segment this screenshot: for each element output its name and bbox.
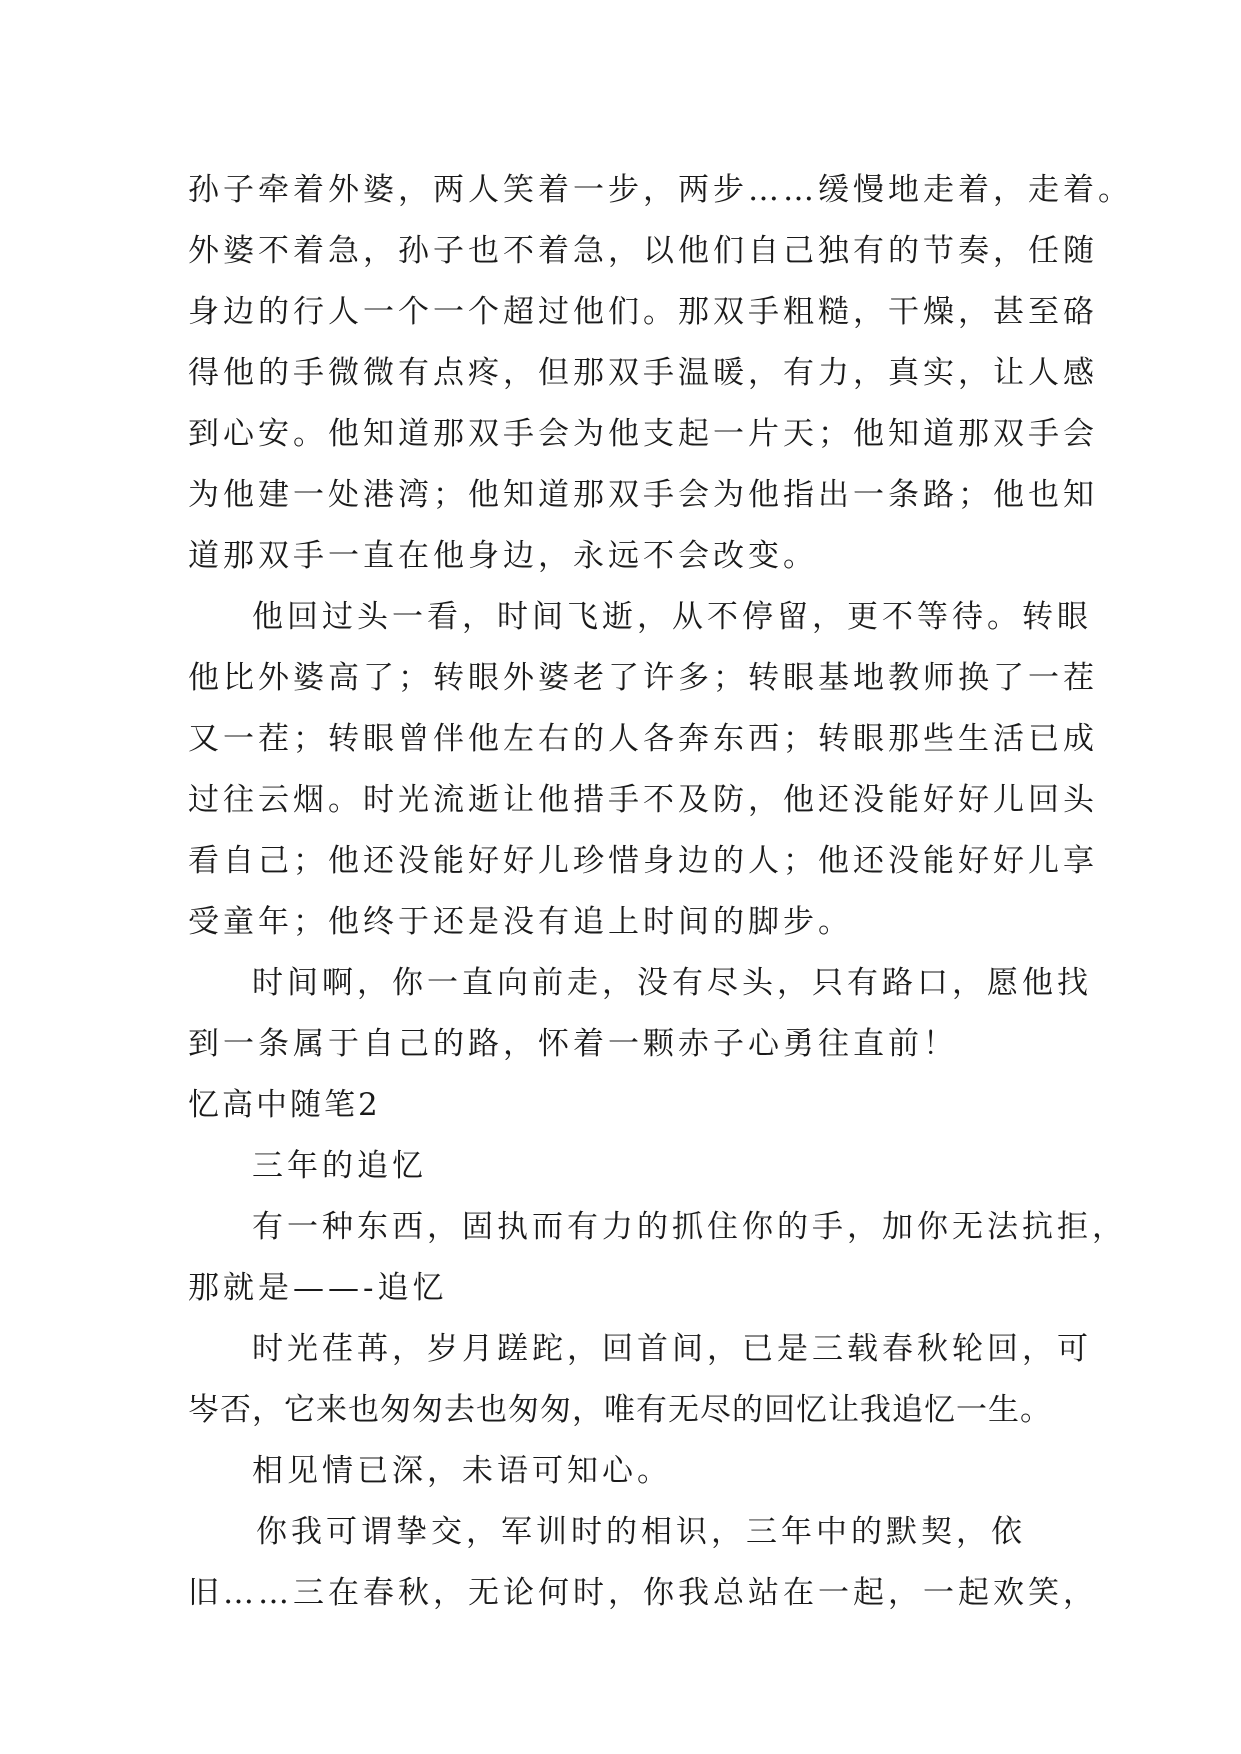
paragraph <box>188 1319 1092 1441</box>
text-line: 孙子牵着外婆，两人笑着一步，两步……缓慢地走着，走着。 <box>188 172 1133 208</box>
text-line: 他比外婆高了；转眼外婆老了许多；转眼基地教师换了一茬 <box>188 660 1098 696</box>
text-line: 看自己；他还没能好好儿珍惜身边的人；他还没能好好儿享 <box>188 843 1098 879</box>
text-line: 过往云烟。时光流逝让他措手不及防，他还没能好好儿回头 <box>188 782 1098 818</box>
paragraph <box>188 587 1098 953</box>
text-line: 受童年；他终于还是没有追上时间的脚步。 <box>188 904 853 940</box>
text-line: 那就是——-追忆 <box>188 1270 448 1306</box>
paragraph <box>188 1197 1127 1319</box>
text-line: 到心安。他知道那双手会为他支起一片天；他知道那双手会 <box>188 416 1098 452</box>
text-line: 时光荏苒，岁月蹉跎，回首间，已是三载春秋轮回，可 <box>252 1331 1092 1367</box>
text-line: 有一种东西，固执而有力的抓住你的手，加你无法抗拒， <box>252 1209 1127 1245</box>
section-title: 忆高中随笔2 <box>188 1087 381 1123</box>
paragraph <box>188 1502 1098 1624</box>
text-line: 道那双手一直在他身边，永远不会改变。 <box>188 538 818 574</box>
text-line: 外婆不着急，孙子也不着急，以他们自己独有的节奏，任随 <box>188 233 1098 269</box>
subtitle: 三年的追忆 <box>252 1148 427 1184</box>
text-line: 到一条属于自己的路，怀着一颗赤子心勇往直前！ <box>188 1026 958 1062</box>
text-line: 得他的手微微有点疼，但那双手温暖，有力，真实，让人感 <box>188 355 1098 391</box>
text-line: 为他建一处港湾；他知道那双手会为他指出一条路；他也知 <box>188 477 1098 513</box>
text-line: 旧……三在春秋，无论何时，你我总站在一起，一起欢笑， <box>188 1575 1098 1611</box>
document-body <box>188 160 1133 1624</box>
text-line: 你我可谓挚交，军训时的相识，三年中的默契，依 <box>256 1514 1026 1550</box>
text-line: 身边的行人一个一个超过他们。那双手粗糙，干燥，甚至硌 <box>188 294 1098 330</box>
text-line: 又一茬；转眼曾伴他左右的人各奔东西；转眼那些生活已成 <box>188 721 1098 757</box>
text-line: 时间啊，你一直向前走，没有尽头，只有路口，愿他找 <box>252 965 1092 1001</box>
paragraph <box>188 953 1092 1075</box>
text-line: 他回过头一看，时间飞逝，从不停留，更不等待。转眼 <box>252 599 1092 635</box>
paragraph: 相见情已深，未语可知心。 <box>252 1453 672 1489</box>
paragraph <box>188 160 1133 587</box>
text-line: 岑否，它来也匆匆去也匆匆，唯有无尽的回忆让我追忆一生。 <box>188 1392 1052 1428</box>
